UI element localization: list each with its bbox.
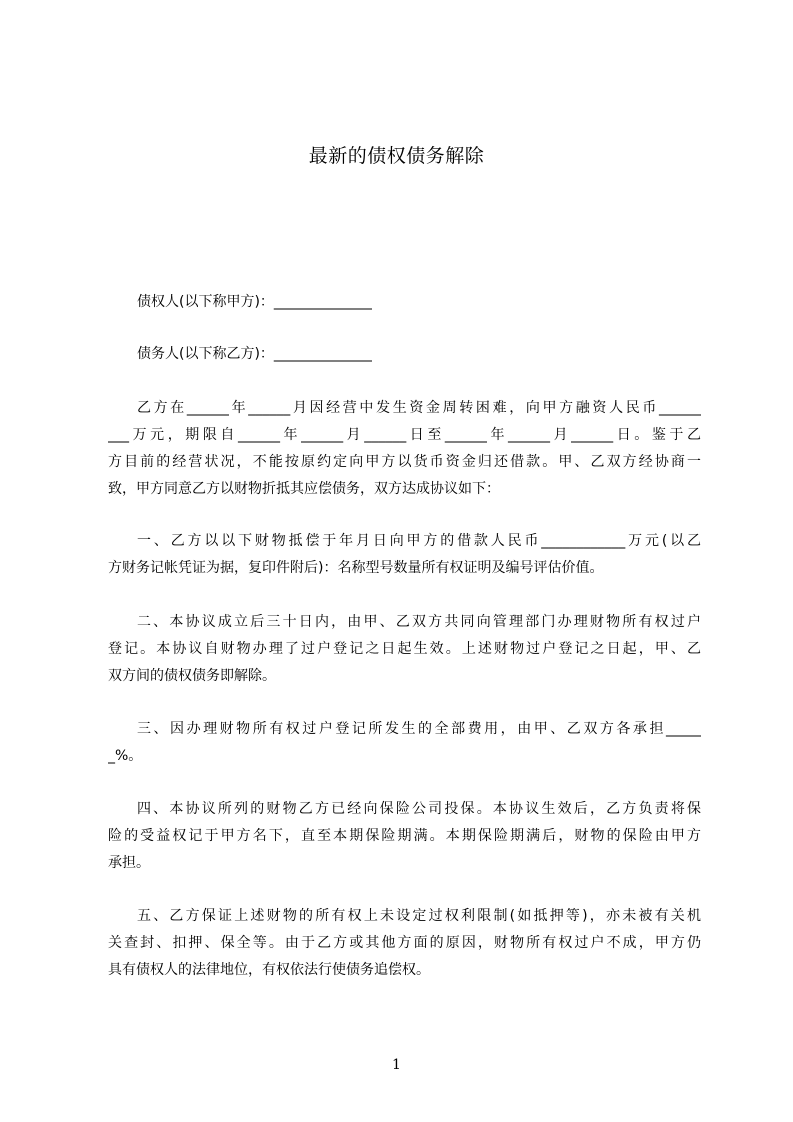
clause-4-line-3: 承担。 — [108, 855, 150, 871]
clause-2-line-3: 双方间的债权债务即解除。 — [108, 668, 276, 684]
intro-line-2: ___万元，期限自______年______月______日至______年______月______日。鉴于乙 — [108, 427, 701, 443]
clause-3-line-2: _%。 — [108, 748, 143, 764]
page-number: 1 — [392, 1057, 401, 1073]
creditor-line: 债权人(以下称甲方)：______________ — [137, 294, 372, 310]
clause-5-line-1: 五、乙方保证上述财物的所有权上未设定过权利限制(如抵押等)，亦未被有关机 — [137, 908, 701, 924]
clause-1-line-2: 方财务记帐凭证为据，复印件附后)：名称型号数量所有权证明及编号评估价值。 — [108, 560, 604, 576]
clause-5-line-2: 关查封、扣押、保全等。由于乙方或其他方面的原因，财物所有权过户不成，甲方仍 — [108, 935, 701, 951]
clause-4-line-1: 四、本协议所列的财物乙方已经向保险公司投保。本协议生效后，乙方负责将保 — [137, 801, 701, 817]
clause-1-line-1: 一、乙方以以下财物抵偿于年月日向甲方的借款人民币____________万元(以乙 — [137, 533, 701, 549]
intro-line-4: 致，甲方同意乙方以财物折抵其应偿债务，双方达成协议如下： — [108, 481, 500, 497]
document-title: 最新的债权债务解除 — [308, 145, 485, 167]
clause-2-line-1: 二、本协议成立后三十日内，由甲、乙双方共同向管理部门办理财物所有权过户 — [137, 614, 701, 630]
clause-4-line-2: 险的受益权记于甲方名下，直至本期保险期满。本期保险期满后，财物的保险由甲方 — [108, 828, 701, 844]
clause-2-line-2: 登记。本协议自财物办理了过户登记之日起生效。上述财物过户登记之日起，甲、乙 — [108, 641, 701, 657]
debtor-line: 债务人(以下称乙方)：______________ — [137, 346, 372, 362]
clause-5-line-3: 具有债权人的法律地位，有权依法行使债务追偿权。 — [108, 962, 430, 978]
clause-3-line-1: 三、因办理财物所有权过户登记所发生的全部费用，由甲、乙双方各承担_____ — [137, 721, 701, 737]
intro-line-1: 乙方在______年______月因经营中发生资金周转困难，向甲方融资人民币______ — [137, 400, 701, 416]
intro-line-3: 方目前的经营状况，不能按原约定向甲方以货币资金归还借款。甲、乙双方经协商一 — [108, 454, 701, 470]
